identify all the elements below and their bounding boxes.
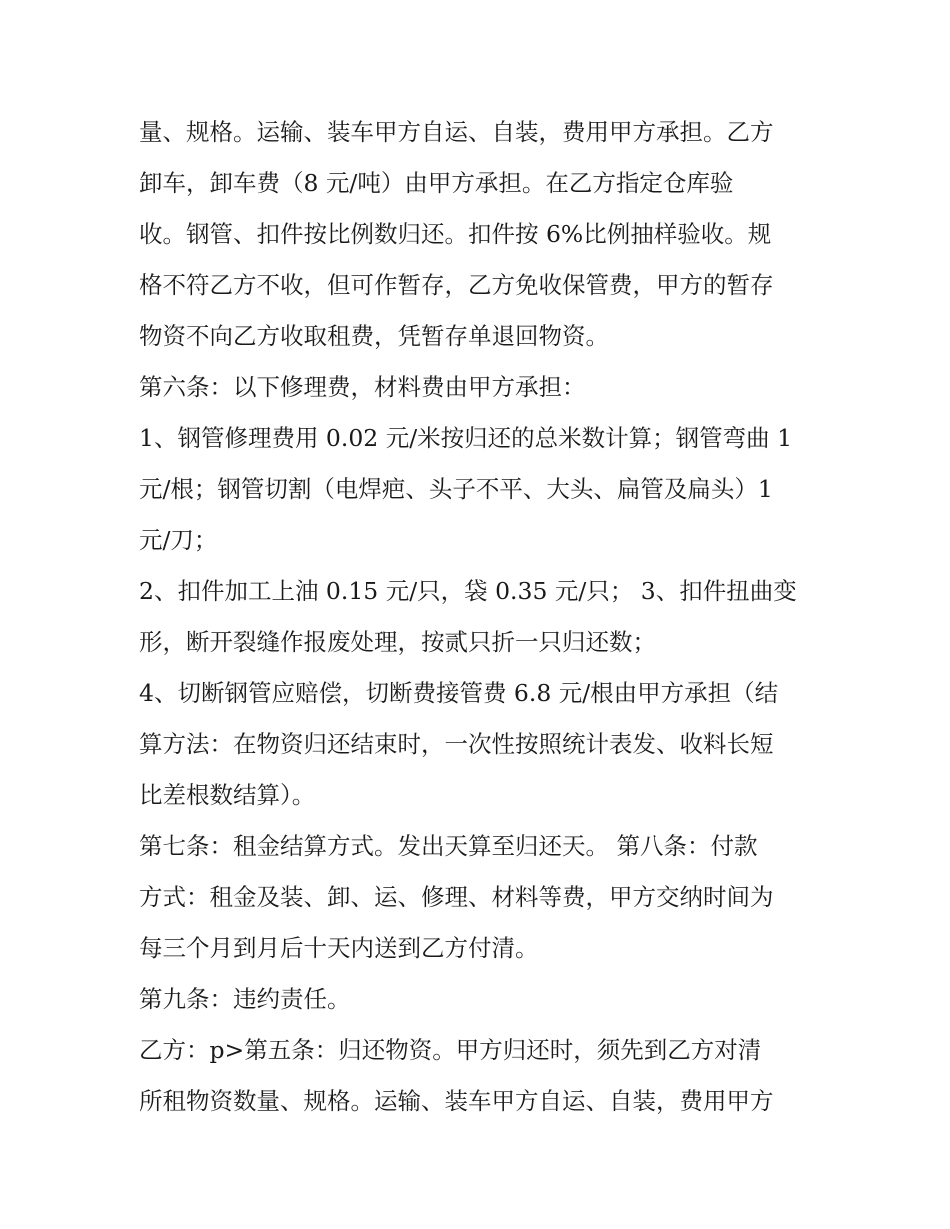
document-body — [139, 107, 819, 1127]
text-line-12: 4、切断钢管应赔偿，切断费接管费 6.8 元/根由甲方承担（结 — [139, 679, 779, 707]
text-line-1: 量、规格。运输、装车甲方自运、自装，费用甲方承担。乙方 — [139, 118, 774, 146]
text-line-16: 方式：租金及装、卸、运、修理、材料等费，甲方交纳时间为 — [139, 883, 774, 911]
article-9-heading: 第九条：违约责任。 — [139, 985, 351, 1013]
text-line-19: 乙方：p>第五条：归还物资。甲方归还时，须先到乙方对清 — [139, 1036, 762, 1064]
text-line-3: 收。钢管、扣件按比例数归还。扣件按 6%比例抽样验收。规 — [139, 220, 772, 248]
text-line-13: 算方法：在物资归还结束时，一次性按照统计表发、收料长短 — [139, 730, 774, 758]
article-7-heading: 第七条：租金结算方式。发出天算至归还天。 第八条：付款 — [139, 832, 758, 860]
text-line-5: 物资不向乙方收取租费，凭暂存单退回物资。 — [139, 322, 609, 350]
text-line-4: 格不符乙方不收，但可作暂存，乙方免收保管费，甲方的暂存 — [139, 271, 774, 299]
article-6-heading: 第六条：以下修理费，材料费由甲方承担： — [139, 373, 586, 401]
text-line-7: 1、钢管修理费用 0.02 元/米按归还的总米数计算；钢管弯曲 1 — [139, 424, 793, 452]
text-line-10: 2、扣件加工上油 0.15 元/只，袋 0.35 元/只； 3、扣件扭曲变 — [139, 577, 797, 605]
text-line-17: 每三个月到月后十天内送到乙方付清。 — [139, 934, 539, 962]
text-line-14: 比差根数结算）。 — [139, 781, 316, 809]
text-line-11: 形，断开裂缝作报废处理，按贰只折一只归还数； — [139, 628, 656, 656]
text-line-20: 所租物资数量、规格。运输、装车甲方自运、自装，费用甲方 — [139, 1087, 774, 1115]
text-line-9: 元/刀； — [139, 526, 218, 554]
text-line-8: 元/根；钢管切割（电焊疤、头子不平、大头、扁管及扁头）1 — [139, 475, 773, 503]
text-line-2: 卸车，卸车费（8 元/吨）由甲方承担。在乙方指定仓库验 — [139, 169, 734, 197]
